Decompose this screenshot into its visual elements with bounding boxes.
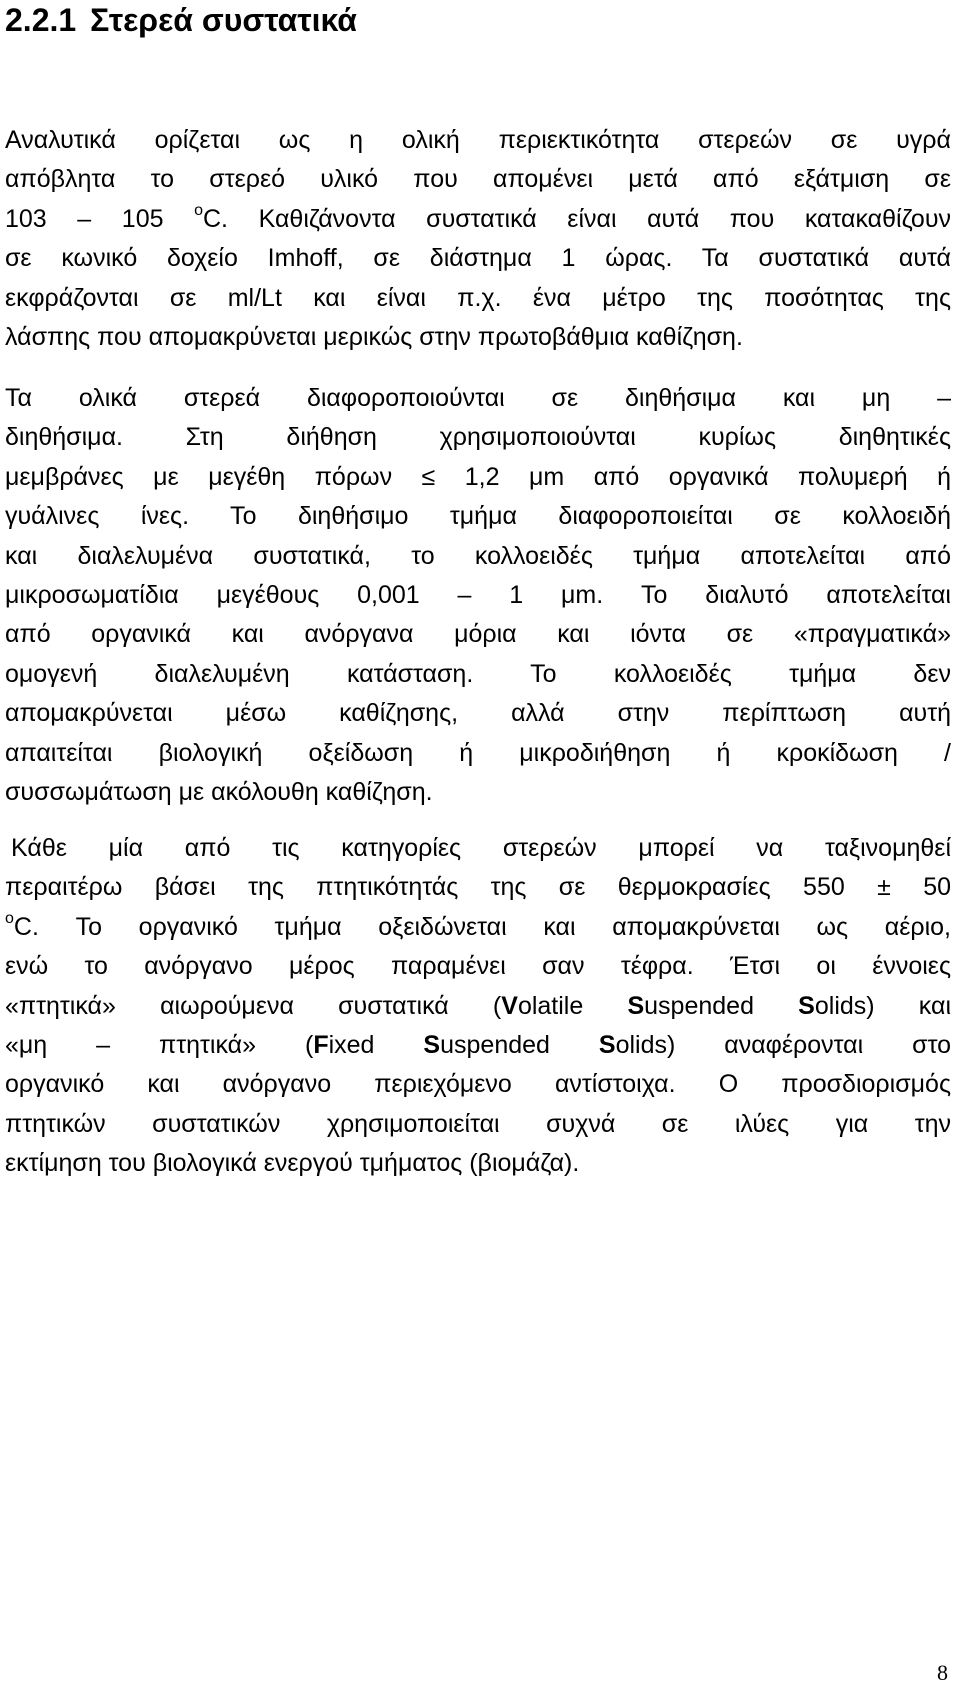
paragraph-line: ενώ το ανόργανο μέρος παραμένει σαν τέφρα. Έτσι οι έννοιες [5,952,951,981]
paragraph-line [5,200,951,239]
paragraph-line: Αναλυτικά ορίζεται ως η ολική περιεκτικότητα στερεών σε υγρά [5,126,951,154]
paragraph-line: Κάθε μία από τις κατηγορίες στερεών μπορεί να ταξινομηθεί [11,834,951,862]
paragraph-volatile [5,829,951,1184]
degree-superscript: o [5,909,14,927]
acronym-letter: F [313,1030,329,1059]
paragraph-line: γυάλινες ίνες. Το διηθήσιμο τμήμα διαφοροποιείται σε κολλοειδή [5,502,951,531]
temperature-range: 103 – 105 [5,204,195,233]
paragraph-line: απαιτείται βιολογική οξείδωση ή μικροδιήθηση ή κροκίδωση / [5,738,951,767]
paragraph-line: διηθήσιμα. Στη διήθηση χρησιμοποιούνται κυρίως διηθητικές [5,423,951,452]
paragraph-line [5,987,951,1026]
paragraph-line: και διαλελυμένα συστατικά, το κολλοειδές τμήμα αποτελείται από [5,541,951,570]
degree-superscript: o [194,201,203,219]
paragraph-filterable [5,379,951,812]
paragraph-line: Τα ολικά στερεά διαφοροποιούνται σε διηθήσιμα και μη – [5,384,951,412]
text-run: uspended [644,991,799,1020]
paragraph-line: εκφράζονται σε ml/Lt και είναι π.χ. ένα μέτρο της ποσότητας της [5,283,951,312]
paragraph-line: οργανικό και ανόργανο περιεχόμενο αντίστοιχα. Ο προσδιορισμός [5,1070,951,1099]
paragraph-line [5,908,951,947]
section-title: Στερεά συστατικά [90,2,357,38]
acronym-letter: S [423,1030,441,1059]
paragraph-line: πτητικών συστατικών χρησιμοποιείται συχνά σε ιλύες για την [5,1109,951,1138]
paragraph-line-text: C. Το οργανικό τμήμα οξειδώνεται και απομακρύνεται ως αέριο, [13,912,951,941]
section-heading [5,2,357,38]
page-number: 8 [937,1660,948,1685]
paragraph-line: μεμβράνες με μεγέθη πόρων ≤ 1,2 μm από οργανικά πολυμερή ή [5,462,951,491]
paragraph-line-text: C. Καθιζάνοντα συστατικά είναι αυτά που κατακαθίζουν [203,204,951,233]
paragraph-line [5,1026,951,1065]
paragraph-line: απόβλητα το στερεό υλικό που απομένει μετά από εξάτμιση σε [5,165,951,194]
paragraph-line: ομογενή διαλελυμένη κατάσταση. Το κολλοειδές τμήμα δεν [5,659,951,688]
text-run: uspended [440,1030,599,1059]
text-run: olids) και [814,991,951,1020]
paragraph-line: από οργανικά και ανόργανα μόρια και ιόντα σε «πραγματικά» [5,620,951,649]
text-run: ixed [328,1030,424,1059]
acronym-letter: S [798,991,815,1020]
text-run: olids) αναφέρονται στο [615,1030,951,1059]
paragraph-line: συσσωμάτωση με ακόλουθη καθίζηση. [5,777,433,806]
paragraph-line: απομακρύνεται μέσω καθίζησης, αλλά στην περίπτωση αυτή [5,699,951,728]
text-run: «μη – πτητικά» ( [5,1030,314,1059]
text-run: «πτητικά» αιωρούμενα συστατικά ( [5,991,502,1020]
paragraph-line: σε κωνικό δοχείο Imhoff, σε διάστημα 1 ώρας. Τα συστατικά αυτά [5,244,951,273]
section-number: 2.2.1 [5,2,77,38]
acronym-letter: S [598,1030,616,1059]
paragraph-line: λάσπης που απομακρύνεται μερικώς στην πρωτοβάθμια καθίζηση. [5,322,743,351]
paragraph-line: περαιτέρω βάσει της πτητικότητάς της σε θερμοκρασίες 550 ± 50 [5,873,951,902]
acronym-letter: V [501,991,518,1020]
paragraph-definition [5,121,951,357]
paragraph-line: εκτίμηση του βιολογικά ενεργού τμήματος (βιομάζα). [5,1149,580,1178]
text-run: olatile [517,991,628,1020]
paragraph-line: μικροσωματίδια μεγέθους 0,001 – 1 μm. Το διαλυτό αποτελείται [5,580,951,609]
acronym-letter: S [627,991,645,1020]
